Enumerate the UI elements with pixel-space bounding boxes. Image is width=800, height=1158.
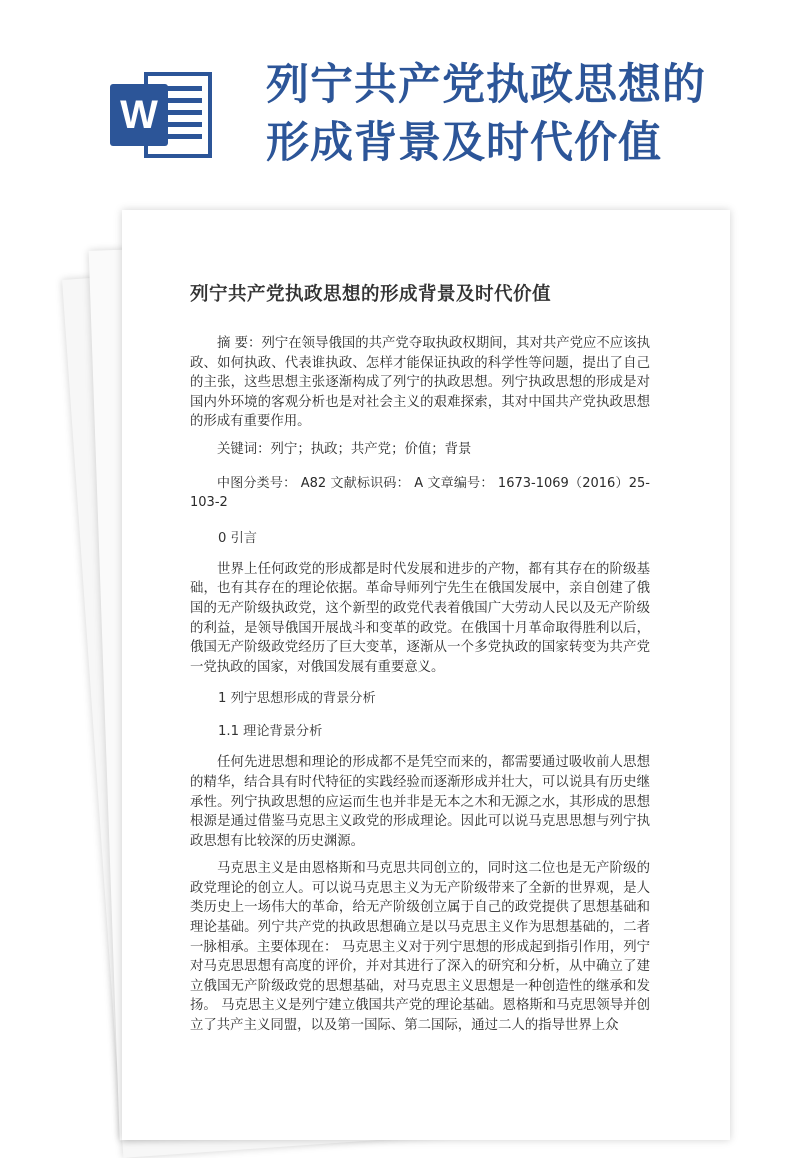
section-0-heading: 0 引言	[218, 530, 257, 546]
document-title: 列宁共产党执政思想的形成背景及时代价值	[190, 284, 552, 305]
keywords: 关键词：列宁；执政；共产党；价值；背景	[217, 441, 472, 457]
banner-title-line2: 形成背景及时代价值	[266, 118, 662, 168]
word-document-icon	[110, 66, 214, 162]
section-0-body: 世界上任何政党的形成都是时代发展和进步的产物，都有其存在的阶级基础，也有其存在的理论依据。革命导师列宁先生在俄国发展中，亲自创建了俄国的无产阶级执政党，这个新型的政党代表着俄国广大劳动人民以及无产阶级的利益，是领导俄国开展战斗和变革的政党。在俄国十月革命取得胜利以后，俄国无产阶级政党经历了巨大变革，逐渐从一个多党执政的国家转变为共产党一党执政的国家，对俄国发展有重要意义。	[190, 561, 650, 675]
abstract: 摘 要：列宁在领导俄国的共产党夺取执政权期间，其对共产党应不应该执政、如何执政、代表谁执政、怎样才能保证执政的科学性等问题，提出了自己的主张，这些思想主张逐渐构成了列宁的执政思想。列宁执政思想的形成是对国内外环境的客观分析也是对社会主义的艰难探索，其对中国共产党执政思想的形成有重要作用。	[190, 336, 650, 430]
section-1-1-body-2: 马克思主义是由恩格斯和马克思共同创立的，同时这二位也是无产阶级的政党理论的创立人。可以说马克思主义为无产阶级带来了全新的世界观，是人类历史上一场伟大的革命，给无产阶级创立属于自己的政党提供了思想基础和理论基础。列宁共产党的执政思想确立是以马克思主义作为思想基础的，二者一脉相承。主要体现在： 马克思主义对于列宁思想的形成起到指引作用，列宁对马克思思想有高度的评价，并对其进行了深入的研究和分析，从中确立了建立俄国无产阶级政党的思想基础，对马克思主义思想是一种创造性的继承和发扬。 马克思主义是列宁建立俄国共产党的理论基础。恩格斯和马克思领导并创立了共产主义同盟，以及第一国际、第二国际，通过二人的指导世界上众	[190, 861, 650, 1034]
section-1-1-body: 任何先进思想和理论的形成都不是凭空而来的，都需要通过吸收前人思想的精华，结合具有时代特征的实践经验而逐渐形成并壮大，可以说具有历史继承性。列宁执政思想的应运而生也并非是无本之木和无源之水，其形成的思想根源是通过借鉴马克思主义政党的形成理论。因此可以说马克思思想与列宁执政思想有比较深的历史渊源。	[190, 755, 650, 849]
classification-line: 中图分类号： A82 文献标识码： A 文章编号： 1673-1069（2016）25-103-2	[190, 475, 650, 511]
section-1-1-heading: 1.1 理论背景分析	[218, 724, 323, 740]
svg-text:W: W	[120, 93, 158, 137]
section-1-heading: 1 列宁思想形成的背景分析	[218, 691, 376, 707]
document-body	[190, 280, 650, 1044]
banner-title-line1: 列宁共产党执政思想的	[266, 60, 706, 110]
banner-title	[266, 56, 786, 172]
